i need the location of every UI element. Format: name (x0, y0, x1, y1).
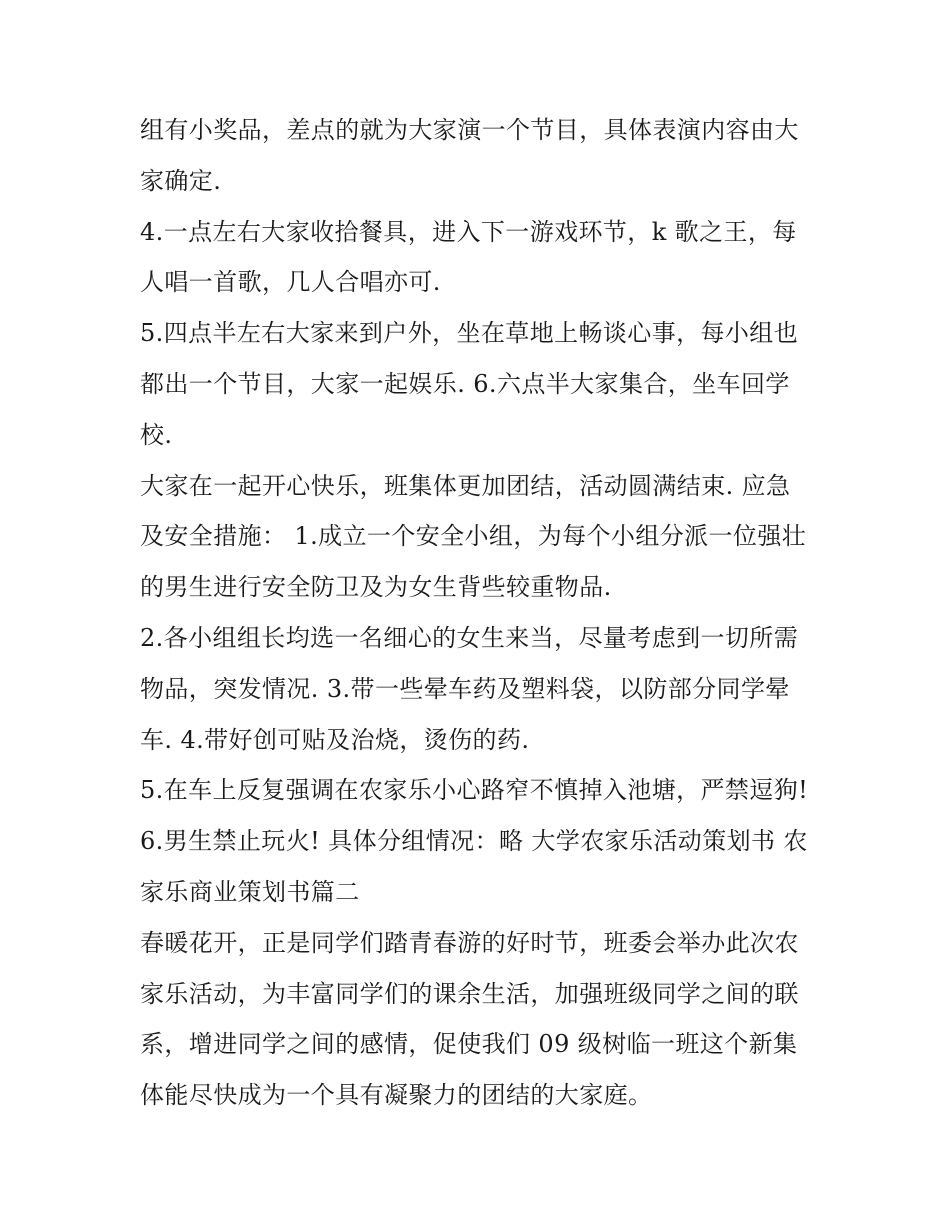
text-line: 5.在车上反复强调在农家乐小心路窄不慎掉入池塘，严禁逗狗! (140, 776, 809, 805)
text-line: 家乐商业策划书篇二 (140, 877, 360, 906)
text-line: 的男生进行安全防卫及为女生背些较重物品. (140, 573, 612, 602)
text-line: 家确定. (140, 166, 222, 195)
text-line: 都出一个节目，大家一起娱乐. 6.六点半大家集合，坐车回学 (140, 369, 790, 398)
text-line: 家乐活动，为丰富同学们的课余生活，加强班级同学之间的联 (140, 979, 799, 1008)
text-line: 校. (140, 420, 173, 449)
text-line: 系，增进同学之间的感情，促使我们 09 级树临一班这个新集 (140, 1030, 798, 1059)
text-line: 5.四点半左右大家来到户外，坐在草地上畅谈心事，每小组也 (140, 319, 799, 348)
text-line: 人唱一首歌，几人合唱亦可. (140, 268, 441, 297)
text-line: 春暖花开，正是同学们踏青春游的好时节，班委会举办此次农 (140, 928, 799, 957)
text-line: 车. 4.带好创可贴及治烧，烫伤的药. (140, 725, 530, 754)
text-line: 组有小奖品，差点的就为大家演一个节目，具体表演内容由大 (140, 116, 799, 144)
text-line: 4.一点左右大家收拾餐具，进入下一游戏环节，k 歌之王，每 (140, 217, 797, 246)
text-line: 6.男生禁止玩火! 具体分组情况：略 大学农家乐活动策划书 农 (140, 827, 808, 856)
text-line: 体能尽快成为一个具有凝聚力的团结的大家庭。 (140, 1081, 653, 1110)
text-line: 大家在一起开心快乐，班集体更加团结，活动圆满结束. 应急 (140, 471, 791, 500)
text-line: 物品，突发情况. 3.带一些晕车药及塑料袋，以防部分同学晕 (140, 674, 790, 703)
text-line: 2.各小组组长均选一名细心的女生来当，尽量考虑到一切所需 (140, 623, 799, 652)
text-line: 及安全措施： 1.成立一个安全小组，为每个小组分派一位强壮 (140, 522, 807, 551)
body-text (140, 105, 820, 1121)
